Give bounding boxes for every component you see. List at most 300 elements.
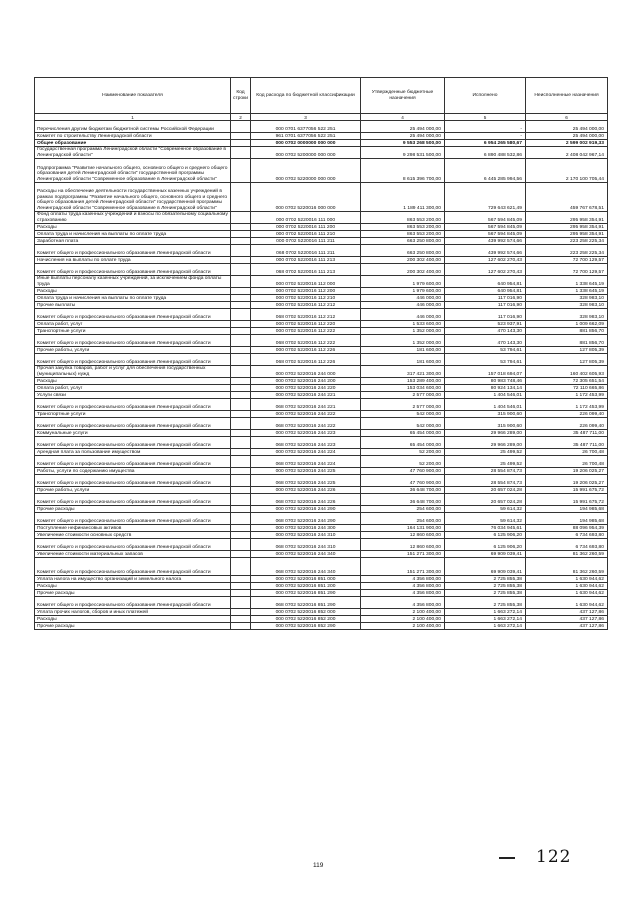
approved-amount: 2 577 000,00 — [361, 392, 445, 399]
remaining-amount: 226 099,40 — [526, 418, 608, 430]
approved-amount: 1 979 600,00 — [361, 276, 445, 288]
executed-amount: 157 018 694,07 — [445, 366, 526, 378]
table-row — [35, 411, 608, 418]
executed-amount: 6 125 906,20 — [445, 532, 526, 539]
remaining-amount: 194 985,68 — [526, 506, 608, 513]
budget-classification-code: 068 0702 5220016 851 290 — [251, 597, 361, 609]
executed-amount: 1 404 546,01 — [445, 392, 526, 399]
remaining-amount: 1 009 662,09 — [526, 321, 608, 328]
indicator-name: Прочие работы, услуги — [35, 487, 231, 494]
line-code — [231, 140, 251, 147]
executed-amount: 439 992 574,66 — [445, 238, 526, 245]
executed-amount: 567 594 845,09 — [445, 212, 526, 224]
table-row — [35, 525, 608, 532]
line-code — [231, 231, 251, 238]
approved-amount: 317 421 300,00 — [361, 366, 445, 378]
executed-amount: 6 890 488 532,86 — [445, 147, 526, 159]
line-code — [231, 437, 251, 449]
executed-amount: 127 602 270,43 — [445, 257, 526, 264]
indicator-name: Оплата работ, услуг — [35, 385, 231, 392]
line-code — [231, 616, 251, 623]
table-row — [35, 506, 608, 513]
line-code — [231, 456, 251, 468]
remaining-amount: 328 983,10 — [526, 295, 608, 302]
budget-classification-code: 000 0702 5220016 112 220 — [251, 321, 361, 328]
handwritten-dash — [499, 857, 515, 859]
budget-classification-code: 068 0702 5220016 112 226 — [251, 354, 361, 366]
budget-classification-code: 000 0702 5220016 244 221 — [251, 392, 361, 399]
line-code — [231, 475, 251, 487]
approved-amount: 153 289 400,00 — [361, 378, 445, 385]
table-header-row — [35, 78, 608, 114]
remaining-amount: 19 206 025,27 — [526, 468, 608, 475]
budget-classification-code: 000 0702 5220016 111 211 — [251, 238, 361, 245]
remaining-amount: 72 305 651,54 — [526, 378, 608, 385]
remaining-amount: 295 958 354,91 — [526, 212, 608, 224]
approved-amount: 4 356 800,00 — [361, 583, 445, 590]
line-code — [231, 385, 251, 392]
remaining-amount: 72 110 665,86 — [526, 385, 608, 392]
executed-amount: 76 034 945,61 — [445, 525, 526, 532]
remaining-amount: 223 258 225,34 — [526, 245, 608, 257]
approved-amount: 863 553 200,00 — [361, 212, 445, 224]
approved-amount: 200 302 400,00 — [361, 257, 445, 264]
executed-amount: 69 909 039,41 — [445, 558, 526, 576]
approved-amount: 36 648 700,00 — [361, 487, 445, 494]
budget-classification-code: 000 0702 5220000 000 000 — [251, 159, 361, 183]
header-approved-appropriations: Утвержденные бюджетные назначения — [361, 78, 445, 114]
executed-amount: 80 924 134,14 — [445, 385, 526, 392]
budget-classification-code: 068 0702 5220016 244 290 — [251, 513, 361, 525]
indicator-name: Работы, услуги по содержанию имущества — [35, 468, 231, 475]
table-row — [35, 494, 608, 506]
line-code — [231, 597, 251, 609]
table-row — [35, 328, 608, 335]
indicator-name: Услуги связи — [35, 392, 231, 399]
indicator-name: Комитет общего и профессионального образования Ленинградской области — [35, 264, 231, 276]
line-code — [231, 133, 251, 140]
remaining-amount: 72 700 129,57 — [526, 257, 608, 264]
budget-classification-code: 000 0702 5200000 000 000 — [251, 147, 361, 159]
executed-amount: 523 937,91 — [445, 321, 526, 328]
budget-classification-code: 000 0702 5220016 112 210 — [251, 295, 361, 302]
indicator-name: Прочие работы, услуги — [35, 347, 231, 354]
approved-amount: 2 100 400,00 — [361, 609, 445, 616]
approved-amount: 254 600,00 — [361, 513, 445, 525]
budget-classification-code: 068 0702 5220016 111 213 — [251, 264, 361, 276]
executed-amount: 729 643 621,49 — [445, 183, 526, 212]
executed-amount: 2 725 855,38 — [445, 590, 526, 597]
indicator-name: Оплата работ, услуг — [35, 321, 231, 328]
indicator-name: Комитет общего и профессионального образования Ленинградской области — [35, 456, 231, 468]
line-code — [231, 609, 251, 616]
column-number: 2 — [231, 114, 251, 121]
remaining-amount: 1 630 944,62 — [526, 597, 608, 609]
approved-amount: 12 860 600,00 — [361, 532, 445, 539]
indicator-name: Арендная плата за пользование имуществом — [35, 449, 231, 456]
line-code — [231, 576, 251, 583]
indicator-name: Прочие расходы — [35, 623, 231, 630]
remaining-amount: 81 362 260,59 — [526, 558, 608, 576]
table-row — [35, 418, 608, 430]
indicator-name: Фонд оплаты труда казенных учреждений и взносы по обязательному социальному страхованию — [35, 212, 231, 224]
remaining-amount: 295 958 354,91 — [526, 224, 608, 231]
table-row — [35, 513, 608, 525]
indicator-name: Иные выплаты персоналу казенных учреждений, за исключением фонда оплаты труда — [35, 276, 231, 288]
remaining-amount: 1 172 453,99 — [526, 399, 608, 411]
approved-amount: 52 200,00 — [361, 449, 445, 456]
indicator-name: Расходы — [35, 583, 231, 590]
table-row — [35, 532, 608, 539]
table-row — [35, 597, 608, 609]
remaining-amount: 6 734 693,80 — [526, 539, 608, 551]
budget-classification-code: 068 0702 5220016 244 226 — [251, 494, 361, 506]
indicator-name: Расходы — [35, 288, 231, 295]
table-row — [35, 335, 608, 347]
budget-classification-code: 000 0702 5220016 112 000 — [251, 276, 361, 288]
indicator-name: Расходы — [35, 224, 231, 231]
indicator-name: Поступление нефинансовых активов — [35, 525, 231, 532]
budget-classification-code: 000 0702 5220016 244 226 — [251, 487, 361, 494]
line-code — [231, 309, 251, 321]
executed-amount: 127 602 270,43 — [445, 264, 526, 276]
indicator-name: Оплата труда и начисления на выплаты по оплате труда — [35, 231, 231, 238]
budget-classification-code: 068 0702 5220016 244 340 — [251, 558, 361, 576]
table-row — [35, 264, 608, 276]
indicator-name: Комитет общего и профессионального образования Ленинградской области — [35, 399, 231, 411]
table-row — [35, 159, 608, 183]
line-code — [231, 449, 251, 456]
executed-amount: 53 794,61 — [445, 347, 526, 354]
line-code — [231, 264, 251, 276]
line-code — [231, 430, 251, 437]
line-code — [231, 335, 251, 347]
budget-classification-code: 000 0702 5220016 244 223 — [251, 430, 361, 437]
line-code — [231, 238, 251, 245]
table-row — [35, 392, 608, 399]
remaining-amount: 328 983,10 — [526, 309, 608, 321]
column-number-row — [35, 114, 608, 121]
line-code — [231, 551, 251, 558]
line-code — [231, 468, 251, 475]
line-code — [231, 532, 251, 539]
approved-amount: 151 271 300,00 — [361, 551, 445, 558]
table-row — [35, 366, 608, 378]
indicator-name: Комитет общего и профессионального образования Ленинградской области — [35, 309, 231, 321]
remaining-amount: 1 630 944,62 — [526, 576, 608, 583]
approved-amount: 4 356 800,00 — [361, 576, 445, 583]
line-code — [231, 288, 251, 295]
budget-classification-code: 068 0702 5220016 244 221 — [251, 399, 361, 411]
remaining-amount: 35 487 711,00 — [526, 437, 608, 449]
approved-amount: 1 352 000,00 — [361, 328, 445, 335]
page-number: 119 — [313, 862, 324, 869]
executed-amount: 117 016,90 — [445, 309, 526, 321]
table-row — [35, 121, 608, 133]
executed-amount: 2 725 855,38 — [445, 583, 526, 590]
remaining-amount: 15 991 675,72 — [526, 494, 608, 506]
approved-amount: 153 034 600,00 — [361, 385, 445, 392]
approved-amount: 25 494 000,00 — [361, 121, 445, 133]
executed-amount: 567 594 845,09 — [445, 224, 526, 231]
remaining-amount: 25 494 000,00 — [526, 133, 608, 140]
table-body — [35, 121, 608, 630]
line-code — [231, 302, 251, 309]
executed-amount: 1 663 272,14 — [445, 609, 526, 616]
indicator-name: Подпрограмма "Развитие начального общего, основного общего и среднего общего образования детей Ленинградской области" государственной программы Ленинградской области "Современное образование в Ленинградской области" — [35, 159, 231, 183]
budget-classification-code: 000 0702 5220016 111 210 — [251, 231, 361, 238]
header-indicator-name: Наименование показателя — [35, 78, 231, 114]
indicator-name: Заработная плата — [35, 238, 231, 245]
approved-amount: 863 553 200,00 — [361, 231, 445, 238]
line-code — [231, 276, 251, 288]
line-code — [231, 539, 251, 551]
table-row — [35, 385, 608, 392]
approved-amount: 863 553 200,00 — [361, 224, 445, 231]
executed-amount: 80 983 748,46 — [445, 378, 526, 385]
table-row — [35, 354, 608, 366]
executed-amount: 640 954,81 — [445, 276, 526, 288]
indicator-name: Комитет общего и профессионального образования Ленинградской области — [35, 494, 231, 506]
approved-amount: 8 615 396 700,00 — [361, 159, 445, 183]
approved-amount: 446 000,00 — [361, 295, 445, 302]
approved-amount: 65 454 000,00 — [361, 437, 445, 449]
executed-amount: 2 725 855,38 — [445, 597, 526, 609]
line-code — [231, 583, 251, 590]
line-code — [231, 506, 251, 513]
table-row — [35, 623, 608, 630]
budget-classification-code: 000 0702 5220016 851 290 — [251, 590, 361, 597]
line-code — [231, 623, 251, 630]
header-line-code: Код строки — [231, 78, 251, 114]
indicator-name: Перечисления другим бюджетам бюджетной системы Российской Федерации — [35, 121, 231, 133]
budget-classification-code: 000 0702 5220016 852 000 — [251, 609, 361, 616]
remaining-amount: 2 599 002 919,33 — [526, 140, 608, 147]
indicator-name: Комитет по строительству Ленинградской области — [35, 133, 231, 140]
indicator-name: Комитет общего и профессионального образования Ленинградской области — [35, 418, 231, 430]
indicator-name: Комитет общего и профессионального образования Ленинградской области — [35, 245, 231, 257]
executed-amount: 28 554 874,73 — [445, 475, 526, 487]
executed-amount: 29 966 289,00 — [445, 430, 526, 437]
approved-amount: 1 189 411 300,00 — [361, 183, 445, 212]
approved-amount: 151 271 300,00 — [361, 558, 445, 576]
table-row — [35, 468, 608, 475]
indicator-name: Комитет общего и профессионального образования Ленинградской области — [35, 558, 231, 576]
budget-classification-code: 068 0702 5220016 244 310 — [251, 539, 361, 551]
approved-amount: 2 100 400,00 — [361, 623, 445, 630]
budget-classification-code: 000 0702 5220016 852 290 — [251, 623, 361, 630]
indicator-name: Коммунальные услуги — [35, 430, 231, 437]
indicator-name: Транспортные услуги — [35, 328, 231, 335]
budget-classification-code: 000 0702 5220016 851 000 — [251, 576, 361, 583]
executed-amount: 1 663 272,14 — [445, 616, 526, 623]
budget-classification-code: 000 0702 5220016 244 220 — [251, 385, 361, 392]
table-row — [35, 140, 608, 147]
remaining-amount: 226 099,40 — [526, 411, 608, 418]
table-row — [35, 551, 608, 558]
remaining-amount: 437 127,86 — [526, 616, 608, 623]
approved-amount: 663 250 800,00 — [361, 238, 445, 245]
table-row — [35, 231, 608, 238]
remaining-amount: 26 700,48 — [526, 456, 608, 468]
approved-amount: 181 600,00 — [361, 354, 445, 366]
budget-classification-code: 000 0702 5220016 851 200 — [251, 583, 361, 590]
approved-amount: 542 000,00 — [361, 418, 445, 430]
line-code — [231, 295, 251, 302]
indicator-name: Прочие расходы — [35, 590, 231, 597]
budget-classification-code: 000 0702 5220016 112 226 — [251, 347, 361, 354]
approved-amount: 4 356 800,00 — [361, 597, 445, 609]
remaining-amount: 1 630 944,62 — [526, 590, 608, 597]
table-row — [35, 276, 608, 288]
remaining-amount: 223 258 225,34 — [526, 238, 608, 245]
table-row — [35, 212, 608, 224]
budget-classification-code: 961 0701 6377056 522 251 — [251, 133, 361, 140]
remaining-amount: 437 127,86 — [526, 623, 608, 630]
remaining-amount: 88 096 954,39 — [526, 525, 608, 532]
indicator-name: Расходы — [35, 616, 231, 623]
executed-amount: 53 794,61 — [445, 354, 526, 366]
line-code — [231, 513, 251, 525]
indicator-name: Комитет общего и профессионального образования Ленинградской области — [35, 437, 231, 449]
executed-amount: 20 657 024,28 — [445, 494, 526, 506]
budget-classification-code: 000 0702 5220016 111 000 — [251, 212, 361, 224]
indicator-name: Комитет общего и профессионального образования Ленинградской области — [35, 475, 231, 487]
approved-amount: 25 494 000,00 — [361, 133, 445, 140]
executed-amount: 567 594 845,09 — [445, 231, 526, 238]
remaining-amount: 1 338 645,19 — [526, 276, 608, 288]
table-row — [35, 295, 608, 302]
executed-amount: 69 909 039,41 — [445, 551, 526, 558]
remaining-amount: 459 767 678,51 — [526, 183, 608, 212]
approved-amount: 542 000,00 — [361, 411, 445, 418]
table-row — [35, 576, 608, 583]
executed-amount: 1 663 272,14 — [445, 623, 526, 630]
executed-amount: 470 143,30 — [445, 328, 526, 335]
executed-amount: 315 900,60 — [445, 411, 526, 418]
table-row — [35, 321, 608, 328]
approved-amount: 446 000,00 — [361, 302, 445, 309]
indicator-name: Прочие выплаты — [35, 302, 231, 309]
remaining-amount: 1 172 453,99 — [526, 392, 608, 399]
budget-classification-code: 000 0702 5220016 244 224 — [251, 449, 361, 456]
approved-amount: 663 250 800,00 — [361, 245, 445, 257]
budget-classification-code: 068 0702 5220016 112 212 — [251, 309, 361, 321]
line-code — [231, 392, 251, 399]
indicator-name: Прочая закупка товаров, работ и услуг для обеспечения государственных (муниципальных) нужд — [35, 366, 231, 378]
table-row — [35, 224, 608, 231]
line-code — [231, 347, 251, 354]
executed-amount: 29 966 289,00 — [445, 437, 526, 449]
budget-classification-code: 068 0702 5220016 244 222 — [251, 418, 361, 430]
budget-classification-code: 000 0702 5220016 244 222 — [251, 411, 361, 418]
table-row — [35, 430, 608, 437]
remaining-amount: 295 958 354,91 — [526, 231, 608, 238]
indicator-name: Комитет общего и профессионального образования Ленинградской области — [35, 335, 231, 347]
line-code — [231, 121, 251, 133]
line-code — [231, 328, 251, 335]
remaining-amount: 81 362 260,59 — [526, 551, 608, 558]
executed-amount: 59 614,32 — [445, 513, 526, 525]
approved-amount: 1 352 000,00 — [361, 335, 445, 347]
approved-amount: 52 200,00 — [361, 456, 445, 468]
table-row — [35, 456, 608, 468]
table-row — [35, 133, 608, 140]
column-number: 5 — [445, 114, 526, 121]
remaining-amount: 160 402 605,93 — [526, 366, 608, 378]
budget-classification-code: 068 0702 5220016 244 225 — [251, 475, 361, 487]
approved-amount: 164 131 900,00 — [361, 525, 445, 532]
remaining-amount: 328 983,10 — [526, 302, 608, 309]
remaining-amount: 6 734 693,80 — [526, 532, 608, 539]
table-row — [35, 609, 608, 616]
remaining-amount: 437 127,86 — [526, 609, 608, 616]
executed-amount: 315 900,60 — [445, 418, 526, 430]
table-row — [35, 616, 608, 623]
approved-amount: 254 600,00 — [361, 506, 445, 513]
budget-classification-code: 068 0702 5220016 244 223 — [251, 437, 361, 449]
budget-classification-code: 068 0702 5220016 112 222 — [251, 335, 361, 347]
remaining-amount: 15 991 675,72 — [526, 487, 608, 494]
line-code — [231, 147, 251, 159]
indicator-name: Государственная программа Ленинградской области "Современное образование в Ленинградской области" — [35, 147, 231, 159]
table-row — [35, 449, 608, 456]
budget-classification-code: 068 0702 5220016 111 211 — [251, 245, 361, 257]
line-code — [231, 494, 251, 506]
line-code — [231, 224, 251, 231]
table-row — [35, 238, 608, 245]
indicator-name: Оплата труда и начисления на выплаты по оплате труда — [35, 295, 231, 302]
table-row — [35, 399, 608, 411]
budget-classification-code: 000 0702 5220016 244 340 — [251, 551, 361, 558]
table-row — [35, 487, 608, 494]
executed-amount: 640 954,81 — [445, 288, 526, 295]
header-budget-classification-code: Код расхода по бюджетной классификации — [251, 78, 361, 114]
approved-amount: 36 648 700,00 — [361, 494, 445, 506]
remaining-amount: 881 856,70 — [526, 335, 608, 347]
approved-amount: 181 600,00 — [361, 347, 445, 354]
remaining-amount: 194 985,68 — [526, 513, 608, 525]
line-code — [231, 183, 251, 212]
remaining-amount: 127 805,39 — [526, 347, 608, 354]
table-row — [35, 583, 608, 590]
line-code — [231, 590, 251, 597]
table-row — [35, 378, 608, 385]
approved-amount: 446 000,00 — [361, 309, 445, 321]
remaining-amount: 1 630 944,62 — [526, 583, 608, 590]
indicator-name: Расходы на обеспечение деятельности государственных казенных учреждений в рамках подпрограммы "Развитие начального общего, основного общего и среднего общего образования детей Ленинградской области" государственной программы Ленинградской области "Современное образование в Ленинградской области" — [35, 183, 231, 212]
remaining-amount: 2 408 042 967,14 — [526, 147, 608, 159]
remaining-amount: 25 494 000,00 — [526, 121, 608, 133]
executed-amount: 20 657 024,28 — [445, 487, 526, 494]
indicator-name: Начисления на выплаты по оплате труда — [35, 257, 231, 264]
budget-classification-code: 000 0702 5220016 112 200 — [251, 288, 361, 295]
header-executed: Исполнено — [445, 78, 526, 114]
remaining-amount: 881 856,70 — [526, 328, 608, 335]
table-row — [35, 257, 608, 264]
line-code — [231, 411, 251, 418]
table-row — [35, 475, 608, 487]
indicator-name: Увеличение стоимости основных средств — [35, 532, 231, 539]
budget-classification-code: 000 0702 5220016 852 200 — [251, 616, 361, 623]
budget-classification-code: 000 0702 5220016 112 212 — [251, 302, 361, 309]
line-code — [231, 558, 251, 576]
executed-amount: - — [445, 133, 526, 140]
approved-amount: 200 302 400,00 — [361, 264, 445, 276]
remaining-amount: 35 487 711,00 — [526, 430, 608, 437]
approved-amount: 4 356 800,00 — [361, 590, 445, 597]
approved-amount: 12 860 600,00 — [361, 539, 445, 551]
